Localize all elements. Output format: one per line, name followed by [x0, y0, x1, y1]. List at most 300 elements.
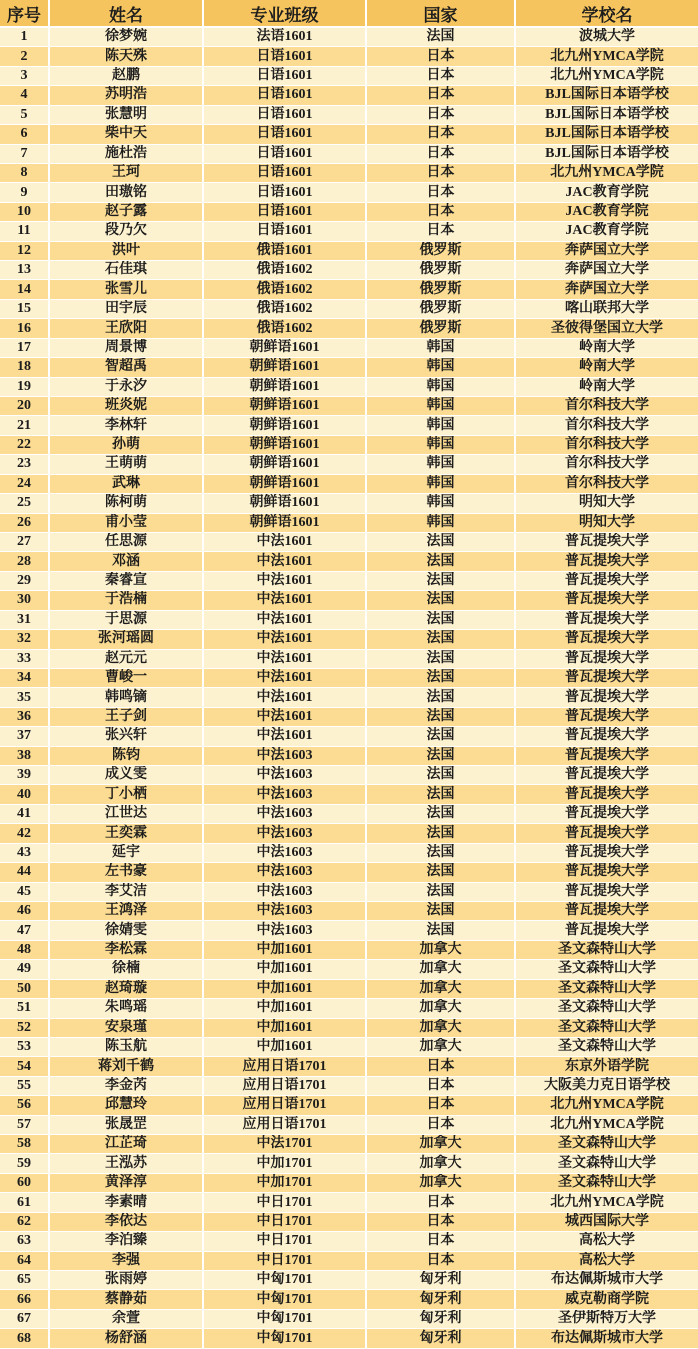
- class-cell: 中匈1701: [204, 1310, 367, 1329]
- class-cell: 朝鲜语1601: [204, 455, 367, 474]
- name-cell: 段乃欠: [50, 222, 204, 241]
- name-cell: 周景博: [50, 339, 204, 358]
- country-cell: 加拿大: [367, 980, 516, 999]
- school-cell: 首尔科技大学: [516, 416, 698, 435]
- school-cell: 岭南大学: [516, 358, 698, 377]
- school-cell: 普瓦提埃大学: [516, 669, 698, 688]
- school-cell: BJL国际日本语学校: [516, 86, 698, 105]
- table-row: [0, 1096, 698, 1115]
- school-cell: 普瓦提埃大学: [516, 611, 698, 630]
- name-cell: 张河瑶圆: [50, 630, 204, 649]
- table-row: [0, 669, 698, 688]
- table-row: [0, 611, 698, 630]
- table-row: [0, 455, 698, 474]
- name-cell: 邱慧玲: [50, 1096, 204, 1115]
- class-cell: 中法1603: [204, 902, 367, 921]
- class-cell: 中法1601: [204, 630, 367, 649]
- country-cell: 加拿大: [367, 1038, 516, 1057]
- table-row: [0, 785, 698, 804]
- country-cell: 韩国: [367, 455, 516, 474]
- index-cell: 4: [0, 86, 50, 105]
- class-cell: 中法1601: [204, 650, 367, 669]
- country-cell: 韩国: [367, 416, 516, 435]
- class-cell: 朝鲜语1601: [204, 416, 367, 435]
- school-cell: 普瓦提埃大学: [516, 883, 698, 902]
- class-cell: 日语1601: [204, 86, 367, 105]
- class-cell: 中法1601: [204, 572, 367, 591]
- table-row: [0, 727, 698, 746]
- index-cell: 62: [0, 1213, 50, 1232]
- name-cell: 张兴轩: [50, 727, 204, 746]
- table-row: [0, 960, 698, 979]
- class-cell: 中法1603: [204, 766, 367, 785]
- table-row: [0, 358, 698, 377]
- school-cell: 普瓦提埃大学: [516, 552, 698, 571]
- class-cell: 日语1601: [204, 203, 367, 222]
- school-cell: 圣文森特山大学: [516, 1038, 698, 1057]
- table-row: [0, 1174, 698, 1193]
- school-cell: 普瓦提埃大学: [516, 785, 698, 804]
- school-cell: 首尔科技大学: [516, 436, 698, 455]
- school-cell: 普瓦提埃大学: [516, 805, 698, 824]
- class-cell: 朝鲜语1601: [204, 339, 367, 358]
- index-cell: 60: [0, 1174, 50, 1193]
- class-cell: 中日1701: [204, 1252, 367, 1271]
- name-cell: 曹峻一: [50, 669, 204, 688]
- school-cell: 普瓦提埃大学: [516, 921, 698, 940]
- name-cell: 孙萌: [50, 436, 204, 455]
- class-cell: 中法1603: [204, 824, 367, 843]
- name-cell: 朱鸣瑶: [50, 999, 204, 1018]
- table-row: [0, 980, 698, 999]
- class-cell: 俄语1601: [204, 242, 367, 261]
- name-cell: 王子剑: [50, 708, 204, 727]
- index-cell: 21: [0, 416, 50, 435]
- table-row: [0, 805, 698, 824]
- class-cell: 中加1701: [204, 1174, 367, 1193]
- table-row: [0, 941, 698, 960]
- table-row: [0, 28, 698, 47]
- table-row: [0, 824, 698, 843]
- country-cell: 韩国: [367, 494, 516, 513]
- school-cell: 圣文森特山大学: [516, 1174, 698, 1193]
- school-cell: BJL国际日本语学校: [516, 125, 698, 144]
- table-row: [0, 300, 698, 319]
- table-row: [0, 1019, 698, 1038]
- table-row: [0, 436, 698, 455]
- class-cell: 中法1603: [204, 785, 367, 804]
- name-cell: 柴中天: [50, 125, 204, 144]
- school-cell: 岭南大学: [516, 378, 698, 397]
- class-cell: 中匈1701: [204, 1329, 367, 1349]
- class-cell: 俄语1602: [204, 261, 367, 280]
- index-cell: 38: [0, 747, 50, 766]
- country-cell: 法国: [367, 863, 516, 882]
- class-cell: 应用日语1701: [204, 1057, 367, 1076]
- school-cell: BJL国际日本语学校: [516, 145, 698, 164]
- class-cell: 日语1601: [204, 222, 367, 241]
- name-cell: 王鸿泽: [50, 902, 204, 921]
- school-cell: 布达佩斯城市大学: [516, 1329, 698, 1349]
- name-cell: 陈玉航: [50, 1038, 204, 1057]
- index-cell: 43: [0, 844, 50, 863]
- table-row: [0, 203, 698, 222]
- name-cell: 张慧明: [50, 106, 204, 125]
- school-cell: 高松大学: [516, 1252, 698, 1271]
- school-cell: 圣文森特山大学: [516, 1154, 698, 1173]
- header-index: 序号: [0, 0, 50, 28]
- school-cell: JAC教育学院: [516, 203, 698, 222]
- name-cell: 杨舒涵: [50, 1329, 204, 1349]
- table-row: [0, 319, 698, 338]
- country-cell: 匈牙利: [367, 1290, 516, 1309]
- table-row: [0, 1310, 698, 1329]
- index-cell: 29: [0, 572, 50, 591]
- name-cell: 张雪儿: [50, 280, 204, 299]
- country-cell: 法国: [367, 766, 516, 785]
- table-row: [0, 572, 698, 591]
- table-row: [0, 1232, 698, 1251]
- country-cell: 加拿大: [367, 1135, 516, 1154]
- name-cell: 秦睿宣: [50, 572, 204, 591]
- table-row: [0, 708, 698, 727]
- table-row: [0, 1213, 698, 1232]
- index-cell: 36: [0, 708, 50, 727]
- name-cell: 李泊臻: [50, 1232, 204, 1251]
- country-cell: 日本: [367, 1077, 516, 1096]
- name-cell: 班炎妮: [50, 397, 204, 416]
- table-row: [0, 106, 698, 125]
- index-cell: 59: [0, 1154, 50, 1173]
- school-cell: 圣文森特山大学: [516, 1135, 698, 1154]
- table-row: [0, 1077, 698, 1096]
- table-row: [0, 47, 698, 66]
- name-cell: 李素晴: [50, 1193, 204, 1212]
- class-cell: 应用日语1701: [204, 1116, 367, 1135]
- country-cell: 法国: [367, 824, 516, 843]
- index-cell: 40: [0, 785, 50, 804]
- class-cell: 中匈1701: [204, 1290, 367, 1309]
- country-cell: 日本: [367, 67, 516, 86]
- index-cell: 9: [0, 183, 50, 202]
- country-cell: 法国: [367, 630, 516, 649]
- country-cell: 加拿大: [367, 1019, 516, 1038]
- school-cell: 波城大学: [516, 28, 698, 47]
- table-row: [0, 1193, 698, 1212]
- country-cell: 匈牙利: [367, 1271, 516, 1290]
- class-cell: 日语1601: [204, 145, 367, 164]
- table-row: [0, 863, 698, 882]
- name-cell: 徐楠: [50, 960, 204, 979]
- country-cell: 日本: [367, 183, 516, 202]
- country-cell: 俄罗斯: [367, 242, 516, 261]
- country-cell: 法国: [367, 611, 516, 630]
- school-cell: 圣彼得堡国立大学: [516, 319, 698, 338]
- index-cell: 33: [0, 650, 50, 669]
- index-cell: 49: [0, 960, 50, 979]
- class-cell: 中法1701: [204, 1135, 367, 1154]
- class-cell: 中法1601: [204, 669, 367, 688]
- country-cell: 韩国: [367, 339, 516, 358]
- index-cell: 66: [0, 1290, 50, 1309]
- school-cell: 普瓦提埃大学: [516, 688, 698, 707]
- header-school: 学校名: [516, 0, 698, 28]
- school-cell: 北九州YMCA学院: [516, 1116, 698, 1135]
- index-cell: 42: [0, 824, 50, 843]
- class-cell: 中法1601: [204, 533, 367, 552]
- table-row: [0, 1135, 698, 1154]
- name-cell: 陈柯萌: [50, 494, 204, 513]
- country-cell: 法国: [367, 883, 516, 902]
- table-row: [0, 164, 698, 183]
- name-cell: 智超禹: [50, 358, 204, 377]
- school-cell: 普瓦提埃大学: [516, 708, 698, 727]
- name-cell: 王萌萌: [50, 455, 204, 474]
- school-cell: 奔萨国立大学: [516, 280, 698, 299]
- class-cell: 中法1603: [204, 883, 367, 902]
- school-cell: 首尔科技大学: [516, 455, 698, 474]
- country-cell: 韩国: [367, 475, 516, 494]
- class-cell: 法语1601: [204, 28, 367, 47]
- class-cell: 日语1601: [204, 106, 367, 125]
- name-cell: 王珂: [50, 164, 204, 183]
- school-cell: 圣文森特山大学: [516, 999, 698, 1018]
- school-cell: 北九州YMCA学院: [516, 1193, 698, 1212]
- name-cell: 赵琦璇: [50, 980, 204, 999]
- school-cell: 普瓦提埃大学: [516, 630, 698, 649]
- index-cell: 10: [0, 203, 50, 222]
- table-row: [0, 533, 698, 552]
- table-row: [0, 145, 698, 164]
- name-cell: 成义雯: [50, 766, 204, 785]
- table-row: [0, 261, 698, 280]
- table-row: [0, 1057, 698, 1076]
- index-cell: 7: [0, 145, 50, 164]
- name-cell: 张雨婷: [50, 1271, 204, 1290]
- country-cell: 日本: [367, 222, 516, 241]
- index-cell: 58: [0, 1135, 50, 1154]
- school-cell: 首尔科技大学: [516, 475, 698, 494]
- name-cell: 于思源: [50, 611, 204, 630]
- table-row: [0, 339, 698, 358]
- index-cell: 16: [0, 319, 50, 338]
- index-cell: 18: [0, 358, 50, 377]
- index-cell: 15: [0, 300, 50, 319]
- country-cell: 法国: [367, 533, 516, 552]
- country-cell: 匈牙利: [367, 1329, 516, 1349]
- name-cell: 左书豪: [50, 863, 204, 882]
- name-cell: 李依达: [50, 1213, 204, 1232]
- country-cell: 韩国: [367, 397, 516, 416]
- index-cell: 31: [0, 611, 50, 630]
- class-cell: 朝鲜语1601: [204, 436, 367, 455]
- table-row: [0, 1154, 698, 1173]
- school-cell: 普瓦提埃大学: [516, 727, 698, 746]
- school-cell: 奔萨国立大学: [516, 261, 698, 280]
- table-row: [0, 591, 698, 610]
- country-cell: 俄罗斯: [367, 280, 516, 299]
- index-cell: 25: [0, 494, 50, 513]
- class-cell: 应用日语1701: [204, 1077, 367, 1096]
- country-cell: 日本: [367, 1232, 516, 1251]
- table-row: [0, 416, 698, 435]
- country-cell: 法国: [367, 921, 516, 940]
- name-cell: 任思源: [50, 533, 204, 552]
- index-cell: 27: [0, 533, 50, 552]
- class-cell: 朝鲜语1601: [204, 378, 367, 397]
- school-cell: 普瓦提埃大学: [516, 766, 698, 785]
- index-cell: 64: [0, 1252, 50, 1271]
- name-cell: 丁小栖: [50, 785, 204, 804]
- index-cell: 39: [0, 766, 50, 785]
- header-name: 姓名: [50, 0, 204, 28]
- table-row: [0, 766, 698, 785]
- school-cell: 高松大学: [516, 1232, 698, 1251]
- name-cell: 赵鹏: [50, 67, 204, 86]
- country-cell: 日本: [367, 145, 516, 164]
- class-cell: 中法1601: [204, 708, 367, 727]
- index-cell: 63: [0, 1232, 50, 1251]
- index-cell: 5: [0, 106, 50, 125]
- name-cell: 李林轩: [50, 416, 204, 435]
- index-cell: 48: [0, 941, 50, 960]
- index-cell: 34: [0, 669, 50, 688]
- school-cell: 北九州YMCA学院: [516, 67, 698, 86]
- index-cell: 13: [0, 261, 50, 280]
- name-cell: 陈钧: [50, 747, 204, 766]
- class-cell: 中加1601: [204, 941, 367, 960]
- index-cell: 57: [0, 1116, 50, 1135]
- school-cell: 威克勒商学院: [516, 1290, 698, 1309]
- school-cell: 圣伊斯特万大学: [516, 1310, 698, 1329]
- country-cell: 日本: [367, 1057, 516, 1076]
- class-cell: 朝鲜语1601: [204, 397, 367, 416]
- table-row: [0, 650, 698, 669]
- name-cell: 甫小莹: [50, 514, 204, 533]
- index-cell: 20: [0, 397, 50, 416]
- class-cell: 中法1601: [204, 591, 367, 610]
- country-cell: 加拿大: [367, 999, 516, 1018]
- table-row: [0, 883, 698, 902]
- header-row: [0, 0, 698, 28]
- country-cell: 日本: [367, 1116, 516, 1135]
- index-cell: 50: [0, 980, 50, 999]
- class-cell: 俄语1602: [204, 319, 367, 338]
- name-cell: 江世达: [50, 805, 204, 824]
- country-cell: 法国: [367, 727, 516, 746]
- name-cell: 洪叶: [50, 242, 204, 261]
- table-row: [0, 747, 698, 766]
- country-cell: 法国: [367, 650, 516, 669]
- class-cell: 朝鲜语1601: [204, 494, 367, 513]
- table-row: [0, 1116, 698, 1135]
- table-row: [0, 514, 698, 533]
- name-cell: 韩鸣镝: [50, 688, 204, 707]
- index-cell: 67: [0, 1310, 50, 1329]
- country-cell: 日本: [367, 125, 516, 144]
- country-cell: 加拿大: [367, 1174, 516, 1193]
- table-row: [0, 1271, 698, 1290]
- name-cell: 余萱: [50, 1310, 204, 1329]
- country-cell: 匈牙利: [367, 1310, 516, 1329]
- name-cell: 徐梦婉: [50, 28, 204, 47]
- country-cell: 俄罗斯: [367, 319, 516, 338]
- table-row: [0, 1038, 698, 1057]
- class-cell: 朝鲜语1601: [204, 358, 367, 377]
- table-row: [0, 397, 698, 416]
- class-cell: 中法1603: [204, 805, 367, 824]
- name-cell: 徐婧雯: [50, 921, 204, 940]
- name-cell: 石佳琪: [50, 261, 204, 280]
- class-cell: 中加1601: [204, 960, 367, 979]
- name-cell: 延宇: [50, 844, 204, 863]
- header-class: 专业班级: [204, 0, 367, 28]
- table-row: [0, 1290, 698, 1309]
- index-cell: 65: [0, 1271, 50, 1290]
- index-cell: 14: [0, 280, 50, 299]
- table-row: [0, 844, 698, 863]
- class-cell: 日语1601: [204, 67, 367, 86]
- name-cell: 田宇辰: [50, 300, 204, 319]
- index-cell: 2: [0, 47, 50, 66]
- table-body: [0, 28, 698, 1349]
- class-cell: 日语1601: [204, 47, 367, 66]
- name-cell: 李松霖: [50, 941, 204, 960]
- class-cell: 中日1701: [204, 1193, 367, 1212]
- country-cell: 俄罗斯: [367, 300, 516, 319]
- class-cell: 日语1601: [204, 125, 367, 144]
- school-cell: 明知大学: [516, 494, 698, 513]
- country-cell: 韩国: [367, 378, 516, 397]
- school-cell: 普瓦提埃大学: [516, 747, 698, 766]
- class-cell: 中加1601: [204, 1019, 367, 1038]
- index-cell: 12: [0, 242, 50, 261]
- school-cell: 普瓦提埃大学: [516, 533, 698, 552]
- country-cell: 法国: [367, 902, 516, 921]
- header-country: 国家: [367, 0, 516, 28]
- index-cell: 8: [0, 164, 50, 183]
- class-cell: 中加1701: [204, 1154, 367, 1173]
- name-cell: 施杜浩: [50, 145, 204, 164]
- table-row: [0, 242, 698, 261]
- name-cell: 安泉瑾: [50, 1019, 204, 1038]
- name-cell: 于永汐: [50, 378, 204, 397]
- index-cell: 46: [0, 902, 50, 921]
- school-cell: 东京外语学院: [516, 1057, 698, 1076]
- class-cell: 朝鲜语1601: [204, 475, 367, 494]
- class-cell: 中法1601: [204, 727, 367, 746]
- school-cell: 岭南大学: [516, 339, 698, 358]
- name-cell: 李强: [50, 1252, 204, 1271]
- country-cell: 韩国: [367, 436, 516, 455]
- name-cell: 赵子露: [50, 203, 204, 222]
- table-row: [0, 630, 698, 649]
- table-row: [0, 552, 698, 571]
- school-cell: 普瓦提埃大学: [516, 863, 698, 882]
- school-cell: JAC教育学院: [516, 222, 698, 241]
- class-cell: 中法1601: [204, 688, 367, 707]
- country-cell: 韩国: [367, 358, 516, 377]
- school-cell: 圣文森特山大学: [516, 980, 698, 999]
- country-cell: 日本: [367, 86, 516, 105]
- index-cell: 47: [0, 921, 50, 940]
- index-cell: 32: [0, 630, 50, 649]
- index-cell: 30: [0, 591, 50, 610]
- index-cell: 35: [0, 688, 50, 707]
- country-cell: 日本: [367, 47, 516, 66]
- class-cell: 中法1603: [204, 844, 367, 863]
- table-row: [0, 688, 698, 707]
